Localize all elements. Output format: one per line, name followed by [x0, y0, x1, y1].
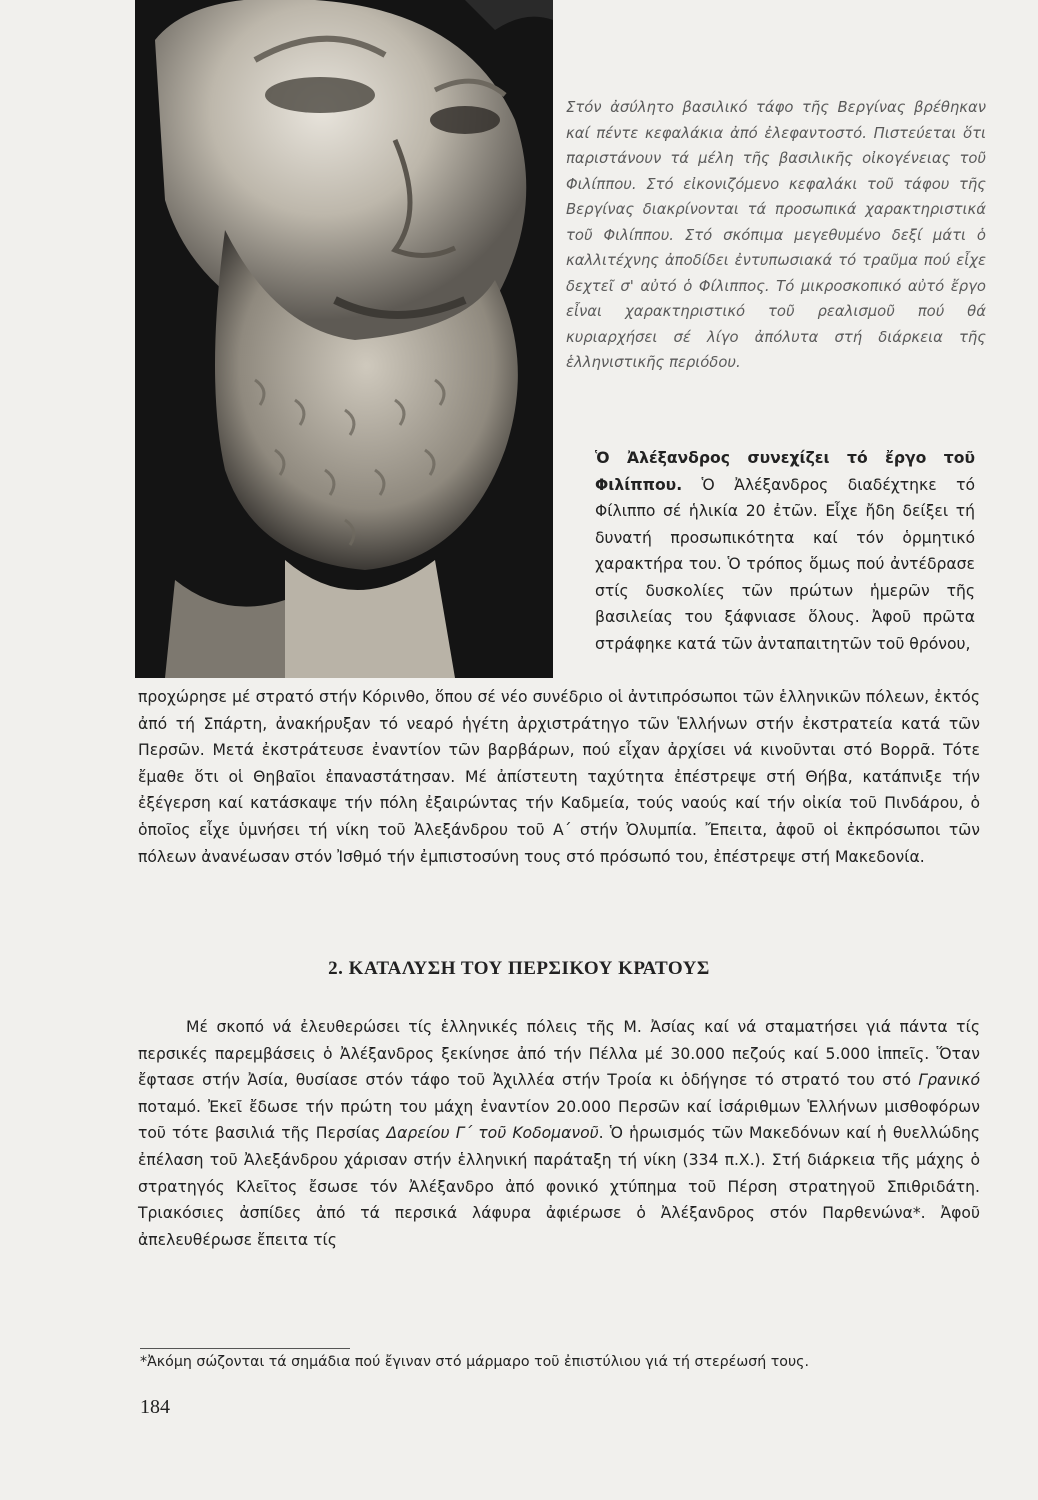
- section2-title: 2. ΚΑΤΑΛΥΣΗ ΤΟΥ ΠΕΡΣΙΚΟΥ ΚΡΑΤΟΥΣ: [328, 958, 710, 979]
- philip-ivory-head-photo: [135, 0, 553, 678]
- section1-intro: Ὁ Ἀλέξανδρος διαδέχτηκε τό Φίλιππο σέ ἡλικία 20 ἐτῶν. Εἶχε ἤδη δείξει τή δυνατή προσωπικότητα καί τόν ὁρμητικό χαρακτήρα του. Ὁ τρόπος ὅμως πού ἀντέδρασε στίς δυσκολίες τῶν πρώτων ἡμερῶν τῆς βασιλείας του ξάφνιασε ὅλους. Ἀφοῦ πρῶτα στράφηκε κατά τῶν ἀνταπαιτητῶν τοῦ θρόνου,: [595, 475, 975, 653]
- page-number: 184: [140, 1396, 170, 1418]
- section1-lead-paragraph: [595, 445, 975, 657]
- section1-heading: Ὁ Ἀλέξανδρος συνεχίζει τό ἔργο τοῦ Φιλίππου.: [595, 449, 975, 494]
- granikos-river: Γρανικό: [918, 1071, 980, 1090]
- photo-caption: Στόν ἀσύλητο βασιλικό τάφο τῆς Βεργίνας βρέθηκαν καί πέντε κεφαλάκια ἀπό ἐλεφαντοστό. Πιστεύεται ὅτι παριστάνουν τά μέλη τῆς βασιλικῆς οἰκογένειας τοῦ Φιλίππου. Στό εἰκονιζόμενο κεφαλάκι τοῦ τάφου τῆς Βεργίνας διακρίνονται τά προσωπικά χαρακτηριστικά τοῦ Φιλίππου. Στό σκόπιμα μεγεθυμένο δεξί μάτι ὁ καλλιτέχνης ἀποδίδει ἐντυπωσιακά τό τραῦμα πού εἶχε δεχτεῖ σ' αὐτό ὁ Φίλιππος. Τό μικροσκοπικό αὐτό ἔργο εἶναι χαρακτηριστικό τοῦ ρεαλισμοῦ πού θά κυριαρχήσει σέ λίγο ἀπόλυτα στή διάρκεια τῆς ἑλληνιστικῆς περιόδου.: [566, 99, 986, 371]
- section2-paragraph: [138, 1014, 980, 1253]
- section1-body: προχώρησε μέ στρατό στήν Κόρινθο, ὅπου σέ νέο συνέδριο οἱ ἀντιπρόσωποι τῶν ἑλληνικῶν πόλεων, ἐκτός ἀπό τή Σπάρτη, ἀνακήρυξαν τό νεαρό ἡγέτη ἀρχιστράτηγο τῶν Ἑλλήνων στήν ἐκστρατεία κατά τῶν Περσῶν. Μετά ἐκστράτευσε ἐναντίον τῶν βαρβάρων, πού εἶχαν ἀρχίσει νά κινοῦνται στό Βορρᾶ. Τότε ἔμαθε ὅτι οἱ Θηβαῖοι ἐπαναστάτησαν. Μέ ἀπίστευτη ταχύτητα ἐπέστρεψε στή Θήβα, κατάπνιξε τήν ἐξέγερση καί κατάσκαψε τήν πόλη ἐξαιρώντας τήν Καδμεία, τούς ναούς καί τήν οἰκία τοῦ Πινδάρου, ὁ ὁποῖος εἶχε ὑμνήσει τή νίκη τοῦ Ἀλεξάνδρου τοῦ Α΄ στήν Ὀλυμπία. Ἔπειτα, ἀφοῦ οἱ ἐκπρόσωποι τῶν πόλεων ἀνανέωσαν στόν Ἰσθμό τήν ἐμπιστοσύνη τους στό πρόσωπό του, ἐπέστρεψε στή Μακεδονία.: [138, 688, 980, 866]
- section2-text-2: ποταμό. Ἐκεῖ ἔδωσε τήν πρώτη του μάχη ἐναντίον 20.000 Περσῶν καί ἰσάριθμων Ἑλλήνων μισθοφόρων τοῦ τότε βασιλιά τῆς Περσίας: [138, 1097, 980, 1143]
- section2-text-1: Μέ σκοπό νά ἐλευθερώσει τίς ἑλληνικές πόλεις τῆς Μ. Ἀσίας καί νά σταματήσει γιά πάντα τίς περσικές παρεμβάσεις ὁ Ἀλέξανδρος ξεκίνησε ἀπό τήν Πέλλα μέ 30.000 πεζούς καί 5.000 ἱππεῖς. Ὅταν ἔφτασε στήν Ἀσία, θυσίασε στόν τάφο τοῦ Ἀχιλλέα στήν Τροία κι ὁδήγησε τό στρατό του στό: [138, 1018, 980, 1090]
- section2-text-3: . Ὁ ἡρωισμός τῶν Μακεδόνων καί ἡ θυελλώδης ἐπέλαση τοῦ Ἀλεξάνδρου χάρισαν στήν ἑλληνική παράταξη τή νίκη (334 π.Χ.). Στή διάρκεια τῆς μάχης ὁ στρατηγός Κλεῖτος ἔσωσε τόν Ἀλέξανδρο ἀπό φονικό χτύπημα τοῦ Πέρση στρατηγοῦ Σπιθριδάτη. Τριακόσιες ἀσπίδες ἀπό τά περσικά λάφυρα ἀφιέρωσε ὁ Ἀλέξανδρος στόν Παρθενώνα*. Ἀφοῦ ἀπελευθέρωσε ἔπειτα τίς: [138, 1124, 980, 1249]
- darius-name: Δαρείου Γ΄ τοῦ Κοδομανοῦ: [386, 1124, 599, 1143]
- footnote: *Ἀκόμη σώζονται τά σημάδια πού ἔγιναν στό μάρμαρο τοῦ ἐπιστύλιου γιά τή στερέωσή τους.: [140, 1354, 809, 1370]
- bust-illustration: [135, 0, 553, 678]
- footnote-divider: [140, 1348, 350, 1349]
